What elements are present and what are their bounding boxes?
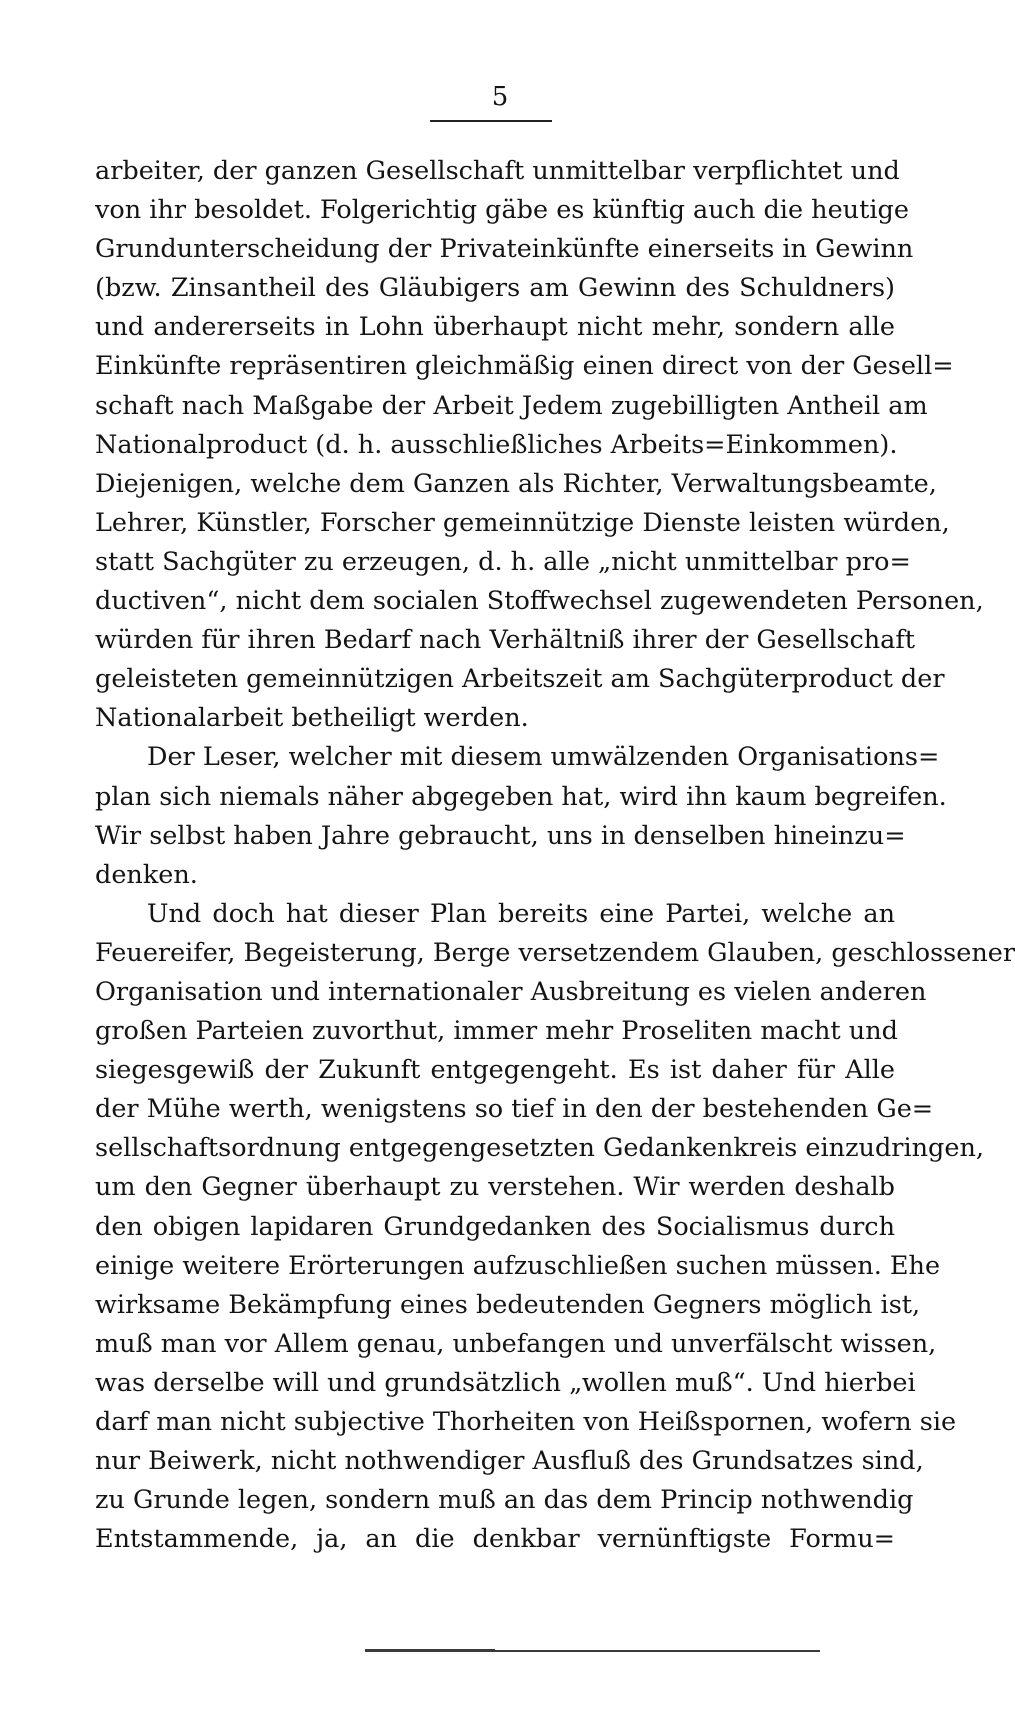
footer-rule-thick	[365, 1649, 495, 1652]
text-line: wirksame Bekämpfung eines bedeutenden Gegners möglich ist,	[95, 1289, 921, 1320]
text-line: sellschaftsordnung entgegengesetzten Gedankenkreis einzudringen,	[95, 1133, 984, 1164]
text-line: Der Leser, welcher mit diesem umwälzenden Organisations=	[147, 742, 940, 773]
text-line: Feuereifer, Begeisterung, Berge versetzendem Glauben, geschlossener	[95, 937, 1015, 968]
text-line: Diejenigen, welche dem Ganzen als Richter, Verwaltungsbeamte,	[95, 468, 937, 499]
text-line: Organisation und internationaler Ausbreitung es vielen anderen	[95, 976, 927, 1007]
text-line: plan sich niemals näher abgegeben hat, wird ihn kaum begreifen.	[95, 781, 947, 812]
text-line: nur Beiwerk, nicht nothwendiger Ausfluß des Grundsatzes sind,	[95, 1446, 924, 1477]
text-line: Und doch hat dieser Plan bereits eine Partei, welche an	[147, 898, 895, 929]
text-line: Nationalproduct (d. h. ausschließliches Arbeits=Einkommen).	[95, 429, 898, 460]
text-line: großen Parteien zuvorthut, immer mehr Proseliten macht und	[95, 1016, 898, 1047]
text-line: statt Sachgüter zu erzeugen, d. h. alle „nicht unmittelbar pro=	[95, 546, 911, 577]
text-line: darf man nicht subjective Thorheiten von Heißspornen, wofern sie	[95, 1407, 957, 1437]
text-line: schaft nach Maßgabe der Arbeit Jedem zugebilligten Antheil am	[95, 390, 928, 421]
text-line: der Mühe werth, wenigstens so tief in den der bestehenden Ge=	[95, 1094, 934, 1125]
text-line: was derselbe will und grundsätzlich „wollen muß“. Und hierbei	[95, 1367, 916, 1398]
text-line: siegesgewiß der Zukunft entgegengeht. Es ist daher für Alle	[95, 1055, 895, 1086]
text-line: ductiven“, nicht dem socialen Stoffwechsel zugewendeten Personen,	[95, 586, 984, 617]
text-line: den obigen lapidaren Grundgedanken des Socialismus durch	[95, 1211, 895, 1242]
text-line: (bzw. Zinsantheil des Gläubigers am Gewinn des Schuldners)	[95, 273, 895, 304]
text-line: Grundunterscheidung der Privateinkünfte einerseits in Gewinn	[95, 234, 914, 265]
text-line: einige weitere Erörterungen aufzuschließen suchen müssen. Ehe	[95, 1250, 941, 1281]
text-line: denken.	[95, 859, 198, 890]
text-line: Lehrer, Künstler, Forscher gemeinnützige Dienste leisten würden,	[95, 507, 950, 538]
text-line: geleisteten gemeinnützigen Arbeitszeit am Sachgüterproduct der	[95, 664, 945, 695]
page-number-rule	[430, 120, 552, 122]
text-line: um den Gegner überhaupt zu verstehen. Wir werden deshalb	[95, 1172, 895, 1203]
text-line: zu Grunde legen, sondern muß an das dem Princip nothwendig	[95, 1485, 914, 1516]
page-number: 5	[491, 82, 509, 112]
text-line: und andererseits in Lohn überhaupt nicht mehr, sondern alle	[95, 312, 895, 343]
text-line: Wir selbst haben Jahre gebraucht, uns in denselben hineinzu=	[95, 820, 906, 851]
text-line: würden für ihren Bedarf nach Verhältniß ihrer der Gesellschaft	[95, 625, 916, 656]
text-line: Einkünfte repräsentiren gleichmäßig einen direct von der Gesell=	[95, 351, 954, 382]
text-line: Entstammende, ja, an die denkbar vernünftigste Formu=	[95, 1524, 895, 1555]
text-line: Nationalarbeit betheiligt werden.	[95, 703, 529, 734]
text-line: muß man vor Allem genau, unbefangen und unverfälscht wissen,	[95, 1328, 937, 1359]
text-line: arbeiter, der ganzen Gesellschaft unmittelbar verpflichtet und	[95, 156, 900, 186]
body-text	[95, 152, 1015, 1559]
text-line: von ihr besoldet. Folgerichtig gäbe es künftig auch die heutige	[95, 195, 909, 226]
